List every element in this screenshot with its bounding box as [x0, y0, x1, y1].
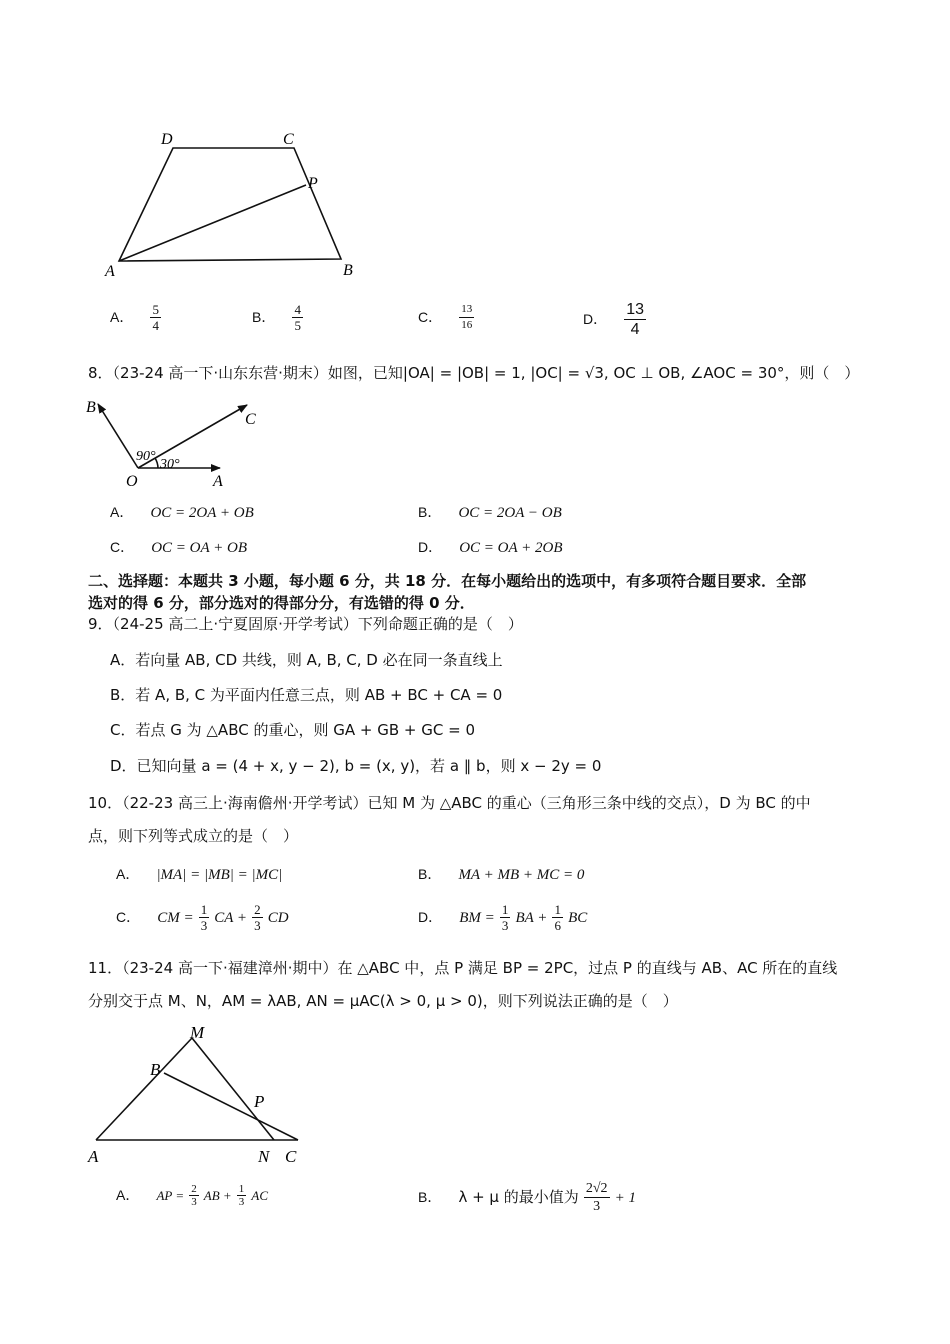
label-p: P [254, 1092, 265, 1111]
label-c: C [283, 131, 294, 148]
label-a: A [88, 1147, 99, 1166]
segment-bc [164, 1073, 298, 1140]
trapezoid-figure [95, 120, 375, 285]
label-p: P [308, 175, 318, 192]
q9-option-a[interactable]: A．若向量 AB, CD 共线，则 A, B, C, D 必在同一条直线上 [110, 651, 503, 669]
q11-option-a[interactable]: A． AP = $\frac{2}{3}$ AB + $\frac{1}{3}$ AC [116, 1183, 269, 1208]
section2-header-line2: 选对的得 6 分，部分选对的得部分分，有选错的得 0 分． [88, 594, 475, 612]
label-n: N [258, 1147, 270, 1166]
q10-option-a[interactable]: A． |MA| = |MB| = |MC| [116, 866, 283, 883]
q10-option-d[interactable]: D． BM = $\frac{1}{3}$ BA + $\frac{1}{6}$ BC [418, 902, 588, 933]
q8-vector-figure [80, 394, 280, 494]
q9-stem: 9．（24-25 高二上·宁夏固原·开学考试）下列命题正确的是（ ） [88, 615, 523, 633]
q11-triangle-figure [80, 1020, 320, 1170]
q8-stem: 8．（23-24 高一下·山东东营·期末）如图，已知|OA| = |OB| = 1, |OC| = √3, OC ⊥ OB, ∠AOC = 30°，则（ ） [88, 364, 860, 382]
q7-option-a[interactable]: A． $\frac{5}{4}$ [110, 302, 159, 333]
q10-option-c[interactable]: C． CM = $\frac{1}{3}$ CA + $\frac{2}{3}$ CD [116, 902, 289, 933]
section2-header-line1: 二、选择题：本题共 3 小题，每小题 6 分，共 18 分．在每小题给出的选项中，有多项符合题目要求．全部 [88, 572, 807, 590]
q9-option-c[interactable]: C．若点 G 为 △ABC 的重心，则 GA + GB + GC = 0 [110, 721, 475, 739]
q11-option-b[interactable]: B． λ + μ 的最小值为 $\frac{2√2}{3}$ + 1 [418, 1181, 636, 1214]
label-d: D [161, 131, 173, 148]
segment-ap [119, 185, 306, 261]
q10-stem-line1: 10．（22-23 高三上·海南儋州·开学考试）已知 M 为 △ABC 的重心（三角形三条中线的交点），D 为 BC 的中 [88, 794, 811, 812]
label-c: C [285, 1147, 297, 1166]
q8-option-d[interactable]: D． OC = OA + 2OB [418, 539, 563, 556]
q9-option-d[interactable]: D．已知向量 a = (4 + x, y − 2), b = (x, y)，若 a ∥ b，则 x − 2y = 0 [110, 757, 602, 775]
label-m: M [190, 1023, 205, 1042]
q11-stem-line2: 分别交于点 M、N，AM = λAB, AN = μAC(λ > 0, μ > 0)，则下列说法正确的是（ ） [88, 992, 678, 1010]
q8-option-b[interactable]: B． OC = 2OA − OB [418, 504, 562, 521]
label-o: O [126, 473, 138, 490]
angle-30-label: 30° [160, 457, 180, 472]
q9-option-b[interactable]: B．若 A, B, C 为平面内任意三点，则 AB + BC + CA = 0 [110, 686, 503, 704]
q10-option-b[interactable]: B． MA + MB + MC = 0 [418, 866, 585, 883]
label-c: C [245, 411, 256, 428]
trapezoid-outline [119, 148, 341, 261]
label-a: A [213, 473, 223, 490]
q7-option-b[interactable]: B． $\frac{4}{5}$ [252, 302, 301, 333]
vector-ob [98, 404, 138, 468]
q11-stem-line1: 11．（23-24 高一下·福建漳州·期中）在 △ABC 中，点 P 满足 BP = 2PC，过点 P 的直线与 AB、AC 所在的直线 [88, 959, 838, 977]
q10-stem-line2: 点，则下列等式成立的是（ ） [88, 827, 299, 845]
segment-am [96, 1038, 192, 1140]
q7-option-c[interactable]: C． $\frac{13}{16}$ [418, 303, 473, 331]
angle-90-label: 90° [136, 449, 156, 464]
q7-option-d[interactable]: D． $\frac{13}{4}$ [583, 301, 645, 338]
label-b: B [343, 262, 353, 279]
segment-mn [192, 1038, 274, 1140]
label-a: A [105, 263, 115, 280]
q8-option-c[interactable]: C． OC = OA + OB [110, 539, 248, 556]
label-b: B [86, 399, 96, 416]
label-b: B [150, 1060, 161, 1079]
q8-option-a[interactable]: A． OC = 2OA + OB [110, 504, 254, 521]
